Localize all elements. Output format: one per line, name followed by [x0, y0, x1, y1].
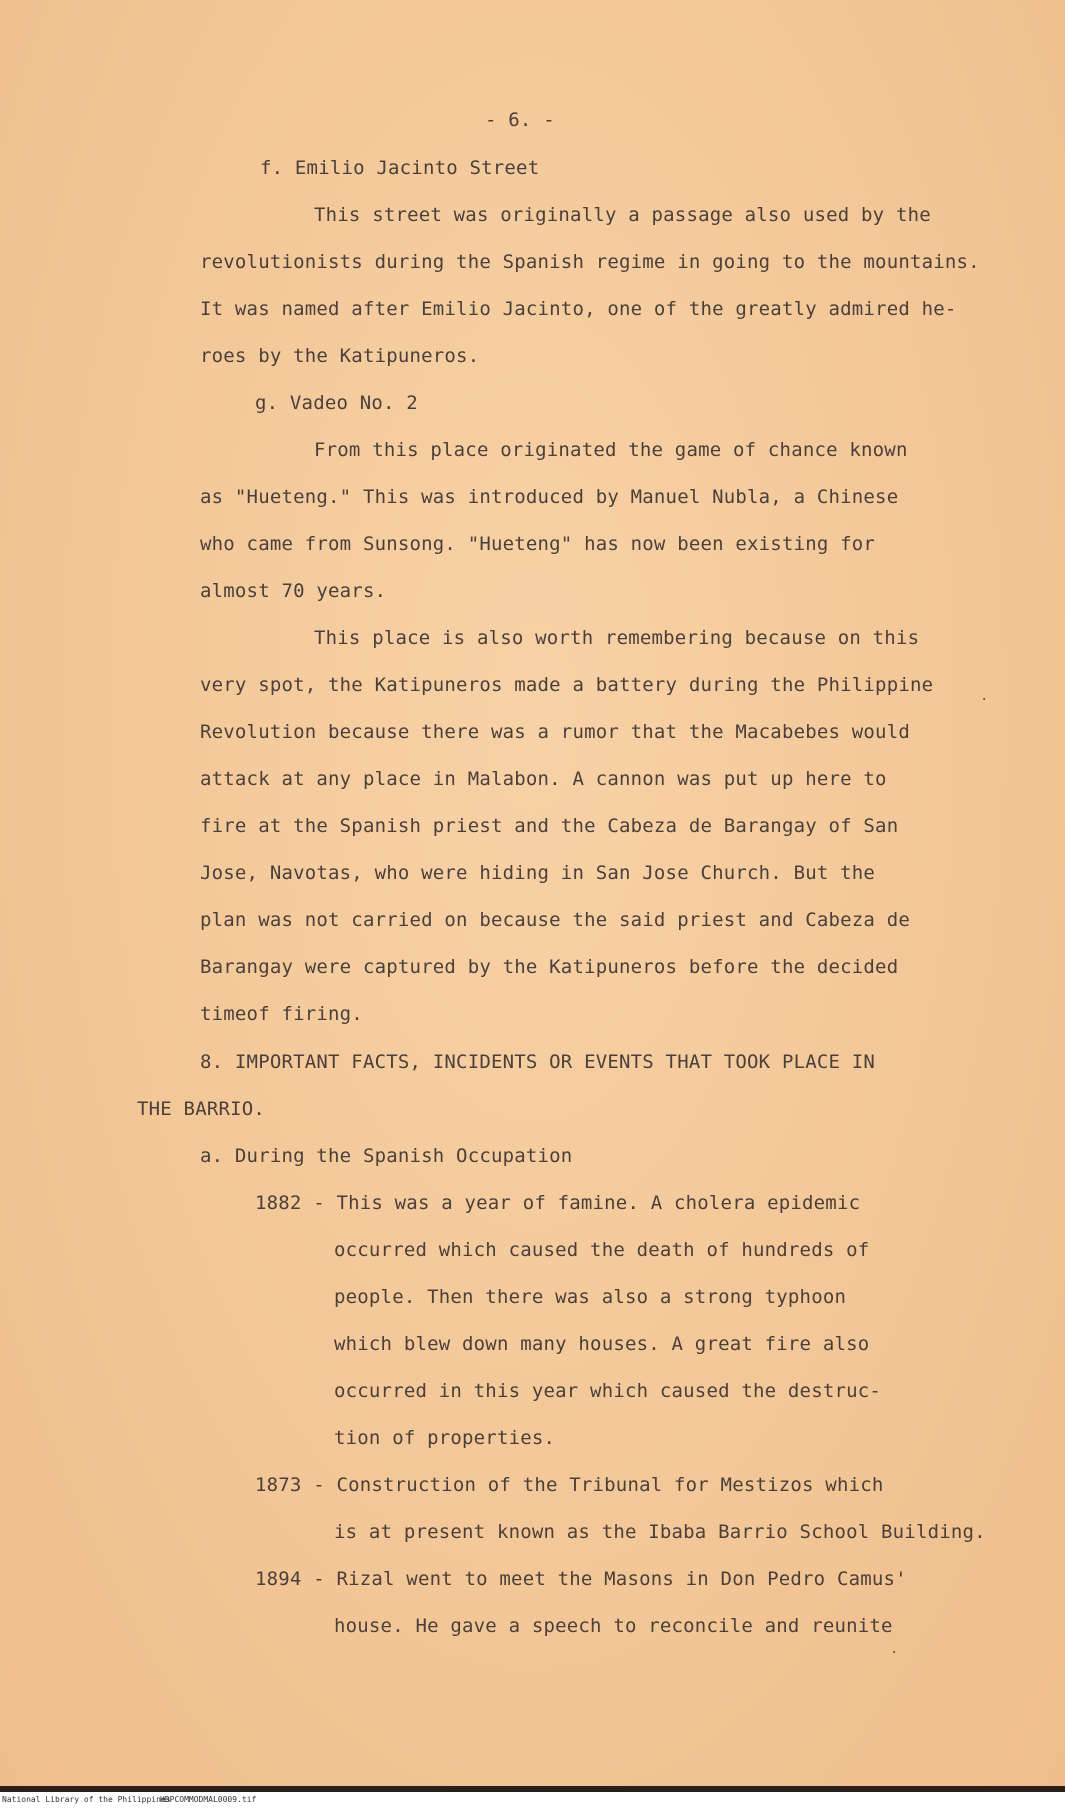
ink-mark: · [890, 1645, 899, 1661]
paragraph-line: This place is also worth remembering because on this [314, 627, 920, 649]
event-entry: 1894 - Rizal went to meet the Masons in Don Pedro Camus' [255, 1568, 907, 1590]
footer-library: National Library of the Philippines [2, 1795, 171, 1804]
event-continuation: people. Then there was also a strong typhoon [334, 1286, 847, 1308]
section-heading: f. Emilio Jacinto Street [260, 157, 540, 179]
event-continuation: house. He gave a speech to reconcile and reunite [334, 1615, 893, 1637]
paragraph-line: roes by the Katipuneros. [200, 345, 480, 367]
event-entry: 1882 - This was a year of famine. A cholera epidemic [255, 1192, 861, 1214]
page-number: - 6. - [485, 109, 555, 131]
paragraph-line: timeof firing. [200, 1003, 363, 1025]
paragraph-line: attack at any place in Malabon. A cannon was put up here to [200, 768, 887, 790]
event-entry: 1873 - Construction of the Tribunal for Mestizos which [255, 1474, 884, 1496]
section-heading: 8. IMPORTANT FACTS, INCIDENTS OR EVENTS THAT TOOK PLACE IN [200, 1051, 876, 1073]
section-heading: g. Vadeo No. 2 [255, 392, 418, 414]
paragraph-line: who came from Sunsong. "Hueteng" has now been existing for [200, 533, 876, 555]
paragraph-line: Revolution because there was a rumor that the Macabebes would [200, 721, 910, 743]
scan-footer [0, 1792, 1065, 1808]
paragraph-line: very spot, the Katipuneros made a battery during the Philippine [200, 674, 934, 696]
section-heading: THE BARRIO. [137, 1098, 266, 1120]
footer-file: HDPCOMMODMAL0009.tif [160, 1795, 257, 1804]
paragraph-line: fire at the Spanish priest and the Cabeza de Barangay of San [200, 815, 899, 837]
paragraph-line: This street was originally a passage also used by the [314, 204, 931, 226]
paragraph-line: almost 70 years. [200, 580, 387, 602]
paragraph-line: Barangay were captured by the Katipuneros before the decided [200, 956, 899, 978]
paragraph-line: Jose, Navotas, who were hiding in San Jose Church. But the [200, 862, 876, 884]
ink-mark: · [980, 692, 989, 708]
event-continuation: occurred in this year which caused the destruc- [334, 1380, 882, 1402]
paragraph-line: revolutionists during the Spanish regime in going to the mountains. [200, 251, 980, 273]
event-continuation: is at present known as the Ibaba Barrio School Building. [334, 1521, 986, 1543]
event-continuation: occurred which caused the death of hundreds of [334, 1239, 870, 1261]
event-continuation: which blew down many houses. A great fire also [334, 1333, 870, 1355]
paragraph-line: as "Hueteng." This was introduced by Manuel Nubla, a Chinese [200, 486, 899, 508]
event-continuation: tion of properties. [334, 1427, 556, 1449]
paragraph-line: From this place originated the game of chance known [314, 439, 908, 461]
subsection-heading: a. During the Spanish Occupation [200, 1145, 573, 1167]
paragraph-line: plan was not carried on because the said priest and Cabeza de [200, 909, 910, 931]
paragraph-line: It was named after Emilio Jacinto, one of the greatly admired he- [200, 298, 957, 320]
